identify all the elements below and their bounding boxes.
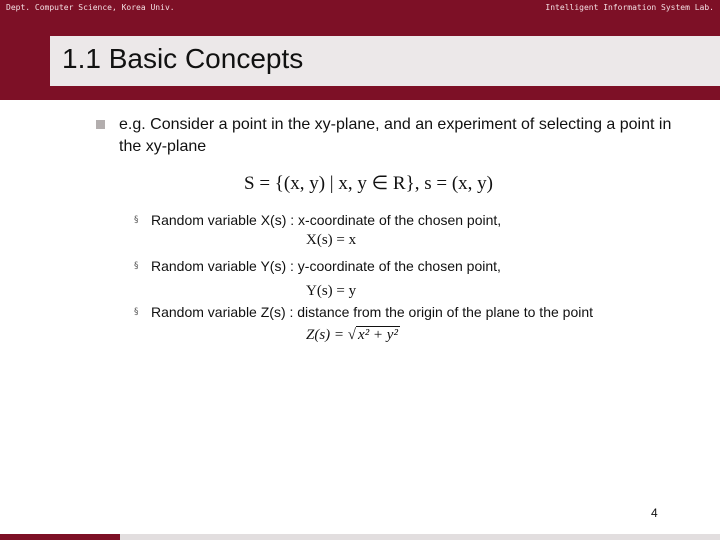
item-x-text: Random variable X(s) : x-coordinate of the chosen point, — [151, 212, 502, 228]
header-left-text: Dept. Computer Science, Korea Univ. — [6, 3, 175, 12]
sub-bullet-icon: § — [134, 261, 139, 271]
sub-bullet-icon: § — [134, 215, 139, 225]
item-y-formula: Y(s) = y — [306, 283, 357, 299]
header-right-text: Intelligent Information System Lab. — [545, 3, 714, 12]
bullet-square-icon — [96, 120, 105, 129]
page-title: 1.1 Basic Concepts — [62, 43, 304, 74]
footer-accent — [0, 534, 120, 540]
main-bullet-text: e.g. Consider a point in the xy-plane, and an experiment of selecting a point in the xy-plane — [119, 116, 672, 155]
item-z-formula-radicand: x² + y² — [358, 327, 398, 343]
item-y-text: Random variable Y(s) : y-coordinate of the chosen point, — [151, 258, 501, 274]
item-x-formula: X(s) = x — [306, 232, 357, 248]
item-z-formula-lhs: Z(s) = — [306, 327, 348, 343]
item-z-formula — [306, 327, 400, 344]
sub-bullet-icon: § — [134, 307, 139, 317]
item-z-text: Random variable Z(s) : distance from the origin of the plane to the point — [151, 304, 594, 320]
sqrt-icon: √ x² + y² — [347, 327, 398, 343]
page-number: 4 — [651, 506, 658, 520]
sample-space-formula: S = {(x, y) | x, y ∈ R}, s = (x, y) — [244, 173, 493, 194]
